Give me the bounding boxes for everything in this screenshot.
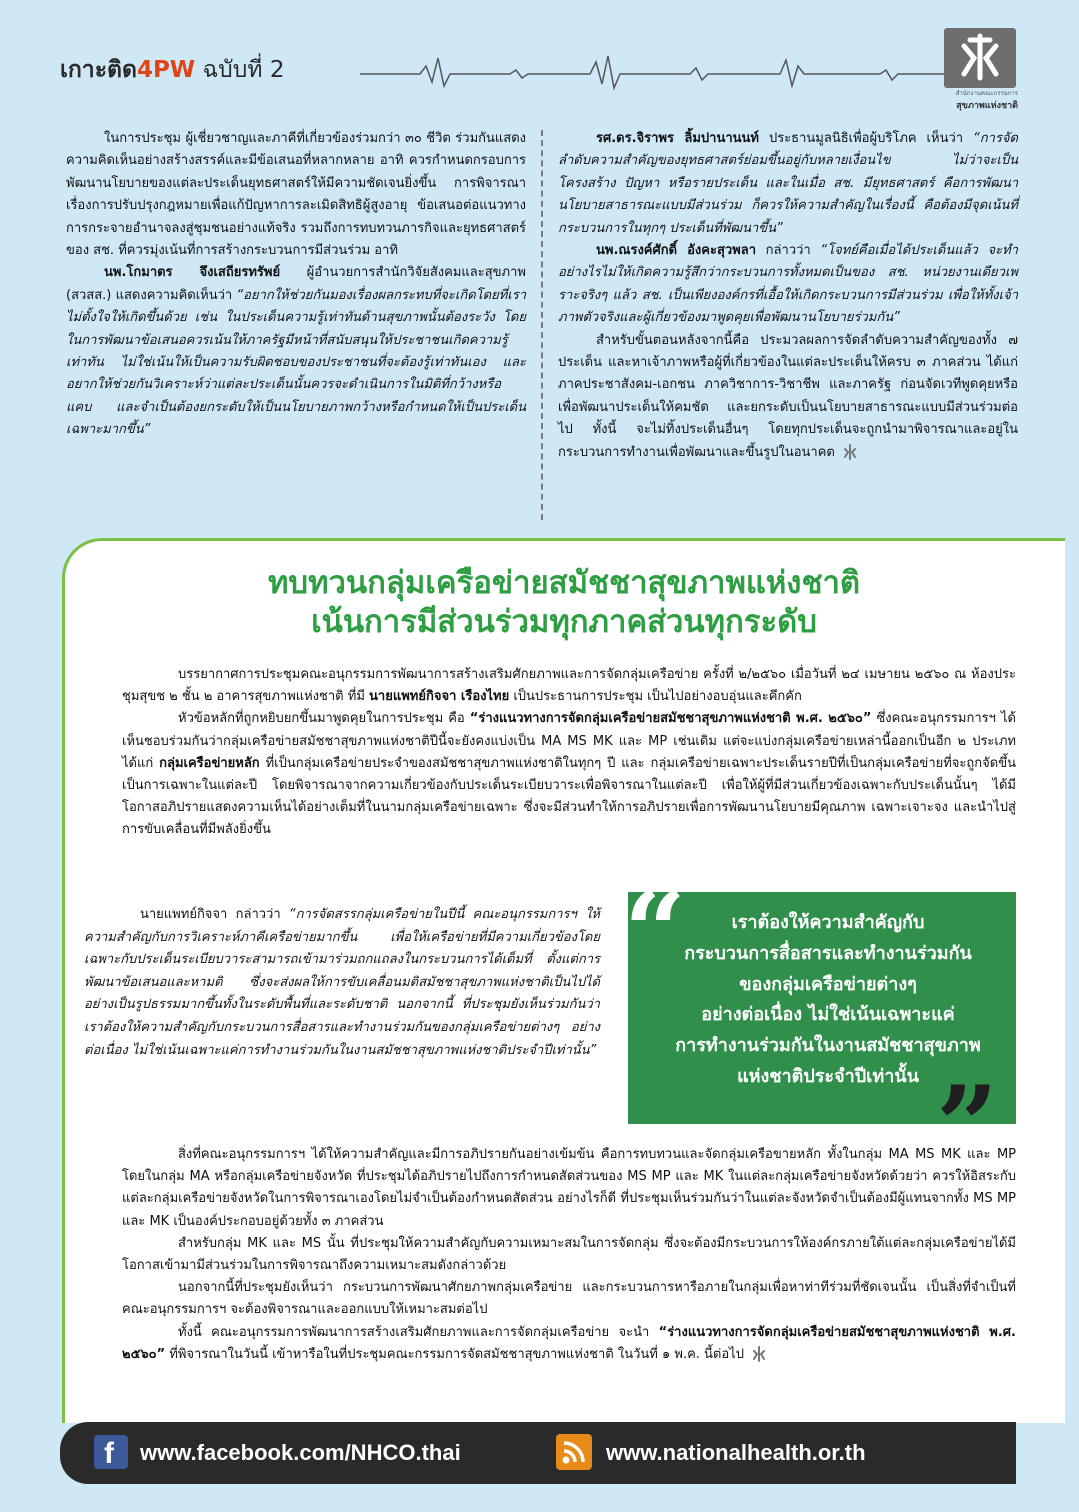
- pull-quote-line: การทำงานร่วมกันในงานสมัชชาสุขภาพ: [675, 1035, 981, 1057]
- website-link[interactable]: www.nationalhealth.or.th: [606, 1440, 866, 1465]
- issue-title-part1: เกาะติด: [60, 57, 137, 83]
- nhco-mark-icon: [841, 444, 859, 460]
- speaker-name: นพ.โกมาตร จึงเสถียรทรัพย์: [104, 265, 281, 281]
- nhco-logo: [944, 28, 1018, 120]
- text: ทั้งนี้ คณะอนุกรรมการพัฒนาการสร้างเสริมศักยภาพและการจัดกลุ่มเครือข่าย จะนำ: [178, 1324, 659, 1340]
- draft-title: “ร่างแนวทางการจัดกลุ่มเครือข่ายสมัชชาสุขภาพแห่งชาติ พ.ศ. ๒๕๖๐”: [469, 711, 872, 727]
- paragraph: [66, 262, 526, 441]
- speaker-quote: “โจทย์คือเมื่อได้ประเด็นแล้ว จะทำอย่างไรไม่ให้เกิดความรู้สึกว่ากระบวนการทั้งหมดเป็นของ สช. หน่วยงานเดียวเพราะจริงๆ แล้ว สช. เป็นเพียงองค์กรที่เอื้อให้เกิดกระบวนการมีส่วนร่วม เพื่อให้ทั้งเจ้าภาพตัวจริงและผู้เกี่ยวข้องมาพูดคุยเพื่อพัฒนานโยบายร่วมกัน”: [558, 243, 1018, 326]
- text: ซึ่งคณะอนุกรรมการฯ ได้เห็นชอบร่วมกันว่ากลุ่มเครือข่ายสมัชชาสุขภาพแห่งชาติปีนี้จะยังคงแบ่งเป็น MA MS MK และ MP เช่นเดิม แต่จะแบ่งกลุ่มเครือข่ายเหล่านี้ออกเป็นอีก ๒ ประเภท ได้แก่: [122, 711, 1016, 771]
- speaker-name: รศ.ดร.จิราพร ลิ้มปานานนท์: [596, 131, 759, 146]
- top-right-column: [558, 128, 1018, 464]
- paragraph: สำหรับกลุ่ม MK และ MS นั้น ที่ประชุมให้ความสำคัญกับความเหมาะสมในการจัดกลุ่ม ซึ่งจะต้องมีกระบวนการให้องค์กรภายใต้แต่ละกลุ่มเครือข่ายได้มีโอกาสเข้ามามีส่วนร่วมในการพิจารณาถึงความเหมาะสมดังกล่าวด้วย: [122, 1235, 1016, 1274]
- close-quote-icon: ”: [936, 1063, 999, 1189]
- paragraph: [558, 330, 1018, 464]
- text: นายแพทย์กิจจา กล่าวว่า: [140, 907, 289, 922]
- logo-caption: สำนักงานคณะกรรมการ: [955, 90, 1018, 97]
- paragraph: [122, 664, 1016, 708]
- draft-title: “ร่างแนวทางการจัดกลุ่มเครือข่ายสมัชชาสุขภาพแห่งชาติ พ.ศ. ๒๕๖๐”: [122, 1324, 1016, 1362]
- facebook-icon[interactable]: f: [94, 1435, 128, 1469]
- paragraph: [122, 1322, 1016, 1366]
- header: [60, 52, 940, 92]
- pull-quote-line: ของกลุ่มเครือข่ายต่างๆ: [739, 973, 917, 995]
- paragraph: [558, 240, 1018, 330]
- nhco-logo-icon: [944, 28, 1016, 88]
- issue-title: [60, 52, 284, 88]
- facebook-link[interactable]: www.facebook.com/NHCO.thai: [140, 1440, 461, 1465]
- section-title-line2: เน้นการมีส่วนร่วมทุกภาคส่วนทุกระดับ: [311, 604, 817, 640]
- issue-title-part2: 4PW: [136, 57, 196, 83]
- paragraph: [558, 128, 1018, 240]
- section-title-line1: ทบทวนกลุ่มเครือข่ายสมัชชาสุขภาพแห่งชาติ: [267, 565, 861, 601]
- pull-quote-line: แห่งชาติประจำปีเท่านั้น: [737, 1065, 919, 1087]
- speaker-quote: “อยากให้ช่วยกันมองเรื่องผลกระทบที่จะเกิดโดยที่เราไม่ตั้งใจให้เกิดขึ้นด้วย เช่น ในประเด็นความรู้เท่าทันด้านสุขภาพนั้นต้องระวัง โดยในการพัฒนาข้อเสนอควรเน้นให้ภาครัฐมีหน้าที่สนับสนุนให้ประชาชนเกิดความรู้เท่าทัน ไม่ใช่เน้นให้เป็นความรับผิดชอบของประชาชนที่จะต้องรู้เท่าทันเอง และอยากให้ช่วยกันวิเคราะห์ว่าแต่ละประเด็นนั้นควรจะดำเนินการในมิติที่กว้างหรือแคบ และจำเป็นต้องยกระดับให้เป็นนโยบายภาพกว้างหรือกำหนดให้เป็นประเด็นเฉพาะมากขึ้น”: [66, 287, 526, 438]
- speaker-intro: กล่าวว่า: [756, 243, 821, 259]
- pull-quote-line: อย่างต่อเนื่อง ไม่ใช่เน้นเฉพาะแค่: [701, 1004, 955, 1026]
- column-divider: [541, 130, 543, 520]
- paragraph: [84, 904, 600, 1062]
- text: เป็นประธานการประชุม เป็นไปอย่างอบอุ่นและคึกคัก: [509, 689, 802, 705]
- paragraph: นอกจากนี้ที่ประชุมยังเห็นว่า กระบวนการพัฒนาศักยภาพกลุ่มเครือข่าย และกระบวนการหารือภายในกลุ่มเพื่อหาท่าทีร่วมที่ชัดเจนนั้น เป็นสิ่งที่จำเป็นที่คณะอนุกรรมการฯ จะต้องพิจารณาและออกแบบให้เหมาะสมต่อไป: [122, 1280, 1016, 1318]
- text: หัวข้อหลักที่ถูกหยิบยกขึ้นมาพูดคุยในการประชุม คือ: [178, 711, 470, 727]
- chair-name: นายแพทย์กิจจา เรืองไทย: [369, 689, 510, 705]
- paragraph: [122, 708, 1016, 841]
- speaker-quote: “การจัดสรรกลุ่มเครือข่ายในปีนี้ คณะอนุกรรมการฯ ให้ความสำคัญกับการวิเคราะห์ภาคีเครือข่ายมากขึ้น เพื่อให้เครือข่ายที่มีความเกี่ยวข้องโดยเฉพาะกับประเด็นระเบียบวาระสามารถเข้ามาร่วมถกแถลงในกระบวนการได้เต็มที่ ตั้งแต่การพัฒนาข้อเสนอและหามติ ซึ่งจะส่งผลให้การขับเคลื่อนมติสมัชชาสุขภาพแห่งชาติเป็นไปได้อย่างเป็นรูปธรรมมากขึ้นทั้งในระดับพื้นที่และระดับชาติ นอกจากนี้ ที่ประชุมยังเห็นร่วมกันว่า เราต้องให้ความสำคัญกับกระบวนการสื่อสารและทำงานร่วมกันของกลุ่มเครือข่ายต่างๆ อย่างต่อเนื่อง ไม่ใช่เน้นเฉพาะแค่การทำงานร่วมกันในงานสมัชชาสุขภาพแห่งชาติประจำปีเท่านั้น”: [84, 907, 600, 1058]
- speaker-name: นพ.ณรงค์ศักดิ์ อังคะสุวพลา: [596, 243, 757, 259]
- paragraph-text: สำหรับขั้นตอนหลังจากนี้คือ ประมวลผลการจัดลำดับความสำคัญของทั้ง ๗ ประเด็น และหาเจ้าภาพหรือผู้ที่เกี่ยวข้องในแต่ละประเด็นให้ครบ ๓ ภาคส่วน ได้แก่ ภาคประชาสังคม-เอกชน ภาควิชาการ-วิชาชีพ และภาครัฐ ก่อนจัดเวทีพูดคุยหรือเพื่อพัฒนาประเด็นให้คมชัด และยกระดับเป็นนโยบายสาธารณะแบบมีส่วนร่วมต่อไป ทั้งนี้ จะไม่ทิ้งประเด็นอื่นๆ โดยทุกประเด็นจะถูกนำมาพิจารณาและอยู่ในกระบวนการทำงานเพื่อพัฒนาและขึ้นรูปในอนาคต: [558, 332, 1018, 460]
- nhco-mark-icon: [750, 1346, 768, 1362]
- rss-icon[interactable]: [556, 1434, 592, 1470]
- pull-quote-line: กระบวนการสื่อสารและทำงานร่วมกัน: [684, 942, 972, 964]
- ecg-line-icon: [360, 52, 1000, 92]
- speaker-intro: ประธานมูลนิธิเพื่อผู้บริโภค เห็นว่า: [758, 131, 974, 146]
- kitja-statement: [84, 904, 600, 1062]
- speaker-intro: ผู้อำนวยการสำนักวิจัยสังคมและสุขภาพ (สวสส.) แสดงความคิดเห็นว่า: [66, 265, 526, 303]
- speaker-quote: “การจัดลำดับความสำคัญของยุทธศาสตร์ย่อมขึ้นอยู่กับหลายเงื่อนไข ไม่ว่าจะเป็นโครงสร้าง ปัญหา หรือรายประเด็น และในเมื่อ สช. มียุทธศาสตร์ คือการพัฒนานโยบายสาธารณะแบบมีส่วนร่วม ก็ควรให้ความสำคัญในเรื่องนี้ คือต้องมีจุดเน้นที่กระบวนการในทุกๆ ประเด็นที่พัฒนาขึ้น”: [558, 131, 1018, 236]
- lower-text: [122, 1144, 1016, 1366]
- issue-title-part3: ฉบับที่ 2: [195, 57, 285, 83]
- text: ที่พิจารณาในวันนี้ เข้าหารือในที่ประชุมคณะกรรมการจัดสมัชชาสุขภาพแห่งชาติ ในวันที่ ๑ พ.ค. นี้ต่อไป: [165, 1346, 744, 1362]
- main-network: กลุ่มเครือข่ายหลัก: [159, 755, 260, 771]
- text: ที่เป็นกลุ่มเครือข่ายประจำของสมัชชาสุขภาพแห่งชาติในทุกๆ ปี และ กลุ่มเครือข่ายเฉพาะประเด็นรายปีที่เป็นกลุ่มเครือข่ายที่จะถูกจัดขึ้นเป็นการเฉพาะในแต่ละปี โดยพิจารณาจากความเกี่ยวข้องกับประเด็นระเบียบวาระเพื่อพิจารณาในแต่ละปี เพื่อให้ผู้ที่มีส่วนเกี่ยวข้องเฉพาะกับประเด็นนั้นๆ ได้มีโอกาสอภิปรายแสดงความเห็นได้อย่างเต็มที่ในนามกลุ่มเครือข่ายเฉพาะ ซึ่งจะมีส่วนทำให้การอภิปรายเพื่อการพัฒนานโยบายมีคุณภาพ เฉพาะเจาะจง และนำไปสู่การขับเคลื่อนที่มีพลังยิ่งขึ้น: [122, 755, 1016, 838]
- top-left-column: [66, 128, 526, 442]
- text: บรรยากาศการประชุมคณะอนุกรรมการพัฒนาการสร้างเสริมศักยภาพและการจัดกลุ่มเครือข่าย ครั้งที่ ๒/๒๕๖๐ เมื่อวันที่ ๒๔ เมษายน ๒๕๖๐ ณ ห้องประชุมสุขช ๒ ชั้น ๒ อาคารสุขภาพแห่งชาติ ที่มี: [122, 667, 1016, 705]
- intro-text: [122, 664, 1016, 842]
- section-title: [64, 564, 1064, 642]
- pull-quote-line: เราต้องให้ความสำคัญกับ: [731, 912, 925, 933]
- open-quote-icon: “: [624, 869, 687, 995]
- logo-caption-2: สุขภาพแห่งชาติ: [956, 101, 1018, 111]
- paragraph: สิ่งที่คณะอนุกรรมการฯ ได้ให้ความสำคัญและมีการอภิปรายกันอย่างเข้มข้น คือการทบทวนและจัดกลุ่มเครือขายหลัก ทั้งในกลุ่ม MA MS MK และ MP โดยในกลุ่ม MA หรือกลุ่มเครือข่ายจังหวัด ที่ประชุมได้อภิปรายไปถึงการกำหนดสัดส่วนของ MS MP และ MK ในแต่ละกลุ่มเครือข่ายจังหวัดด้วยว่า ควรให้อิสระกับแต่ละกลุ่มเครือข่ายจังหวัดในการพิจารณาเองโดยไม่จำเป็นต้องกำหนดสัดส่วน อย่างไรก็ดี ที่ประชุมเห็นร่วมกันว่าในแต่ละจังหวัดจำเป็นต้องมีผู้แทนจากทั้ง MS MP และ MK เป็นองค์ประกอบอยู่ด้วยทั้ง ๓ ภาคส่วน: [122, 1147, 1016, 1229]
- paragraph: ในการประชุม ผู้เชี่ยวชาญและภาคีที่เกี่ยวข้องร่วมกว่า ๓๐ ชีวิต ร่วมกันแสดงความคิดเห็นอย่างสร้างสรรค์และมีข้อเสนอที่หลากหลาย อาทิ ควรกำหนดกรอบการพัฒนานโยบายของแต่ละประเด็นยุทธศาสตร์ให้มีความชัดเจนยิ่งขึ้น การพิจารณาเรื่องการปรับปรุงกฎหมายเพื่อแก้ปัญหาการละเมิดสิทธิผู้สูงอายุ ข้อเสนอต่อแนวทางการกระจายอำนาจลงสู่ชุมชนอย่างแท้จริง รวมถึงการทบทวนภารกิจและยุทธศาสตร์ของ สช. ที่ควรมุ่งเน้นที่การสร้างกระบวนการมีส่วนร่วม อาทิ: [66, 131, 526, 259]
